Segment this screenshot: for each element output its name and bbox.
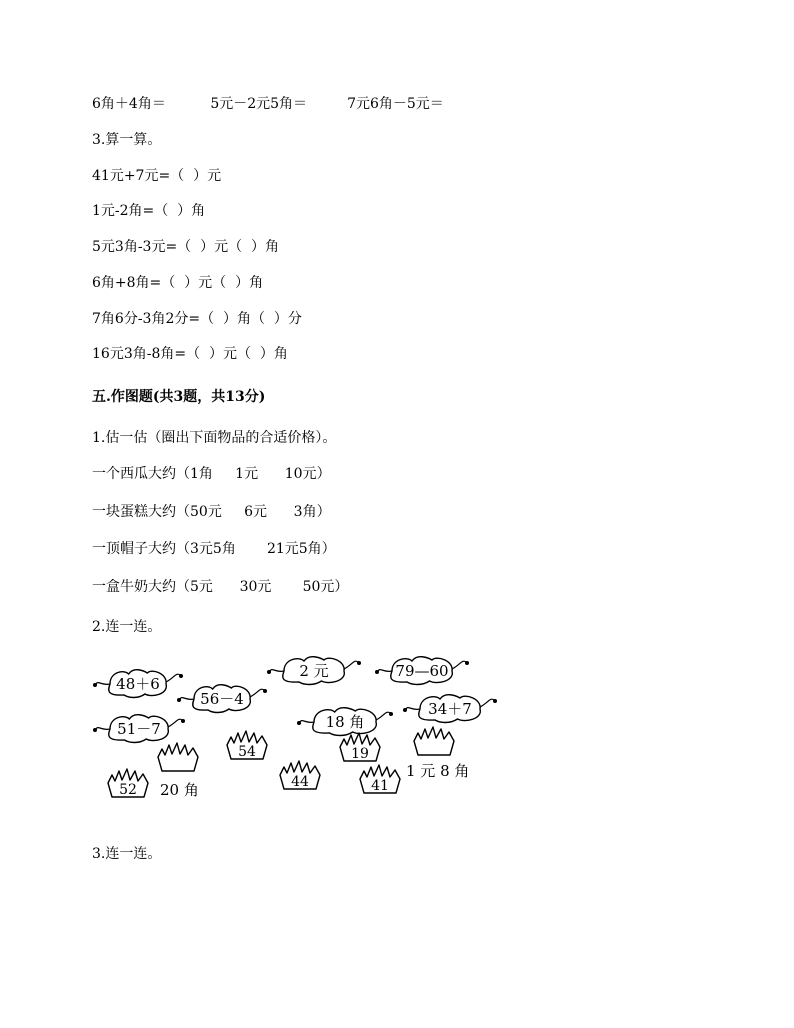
- estimate-cake: 一块蛋糕大约（50元 6元 3角）: [92, 504, 331, 520]
- estimate-watermelon: 一个西瓜大约（1角 1元 10元）: [92, 466, 331, 482]
- match-question-3-title: 3.连一连。: [92, 846, 162, 862]
- insect-1[interactable]: [93, 670, 183, 698]
- insect-label: 18 角: [325, 713, 365, 731]
- calc-item-5: 7角6分-3角2分=（ ）角（ ）分: [92, 311, 302, 327]
- calc-item-2: 1元-2角=（ ）角: [92, 203, 206, 219]
- grass-7[interactable]: [414, 727, 454, 755]
- grass-6[interactable]: [360, 765, 400, 794]
- money-equations-row: 6角＋4角＝ 5元－2元5角＝ 7元6角－5元＝: [92, 96, 444, 112]
- insect-label: 79—60: [395, 662, 449, 680]
- section-5-heading: 五.作图题(共3题，共13分): [92, 389, 266, 405]
- grass-label: 52: [119, 782, 137, 798]
- grass-5[interactable]: [340, 733, 380, 762]
- insect-label: 56－4: [200, 690, 244, 708]
- calc-item-1: 41元+7元=（ ）元: [92, 168, 222, 184]
- question-3-title: 3.算一算。: [92, 132, 162, 148]
- insect-label: 48＋6: [116, 675, 160, 693]
- grass-3[interactable]: [227, 731, 267, 760]
- insect-7[interactable]: [403, 695, 497, 723]
- grass-label: 54: [238, 744, 256, 760]
- insect-2[interactable]: [177, 685, 267, 713]
- matching-diagram: [90, 645, 510, 810]
- insect-label: 2 元: [299, 662, 329, 680]
- calc-item-6: 16元3角-8角=（ ）元（ ）角: [92, 346, 288, 362]
- estimate-milk: 一盒牛奶大约（5元 30元 50元）: [92, 579, 349, 595]
- calc-item-3: 5元3角-3元=（ ）元（ ）角: [92, 239, 279, 255]
- insect-3[interactable]: [93, 715, 185, 743]
- grass-label: 44: [291, 774, 309, 790]
- insect-label: 51－7: [117, 720, 161, 738]
- insect-4[interactable]: [267, 657, 361, 685]
- insect-label: 34＋7: [428, 700, 472, 718]
- grass-2[interactable]: [158, 743, 198, 771]
- grass-price-label: 1 元 8 角: [406, 762, 470, 780]
- insect-5[interactable]: [297, 708, 393, 736]
- estimate-question-title: 1.估一估（圈出下面物品的合适价格）。: [92, 430, 337, 446]
- match-question-title: 2.连一连。: [92, 619, 162, 635]
- grass-label: 19: [351, 746, 369, 762]
- grass-price-label: 20 角: [160, 781, 199, 799]
- insect-6[interactable]: [375, 657, 469, 685]
- grass-label: 41: [371, 778, 389, 794]
- calc-item-4: 6角+8角=（ ）元（ ）角: [92, 275, 264, 291]
- estimate-hat: 一顶帽子大约（3元5角 21元5角）: [92, 541, 336, 557]
- grass-1[interactable]: [108, 769, 148, 798]
- grass-4[interactable]: [280, 761, 320, 790]
